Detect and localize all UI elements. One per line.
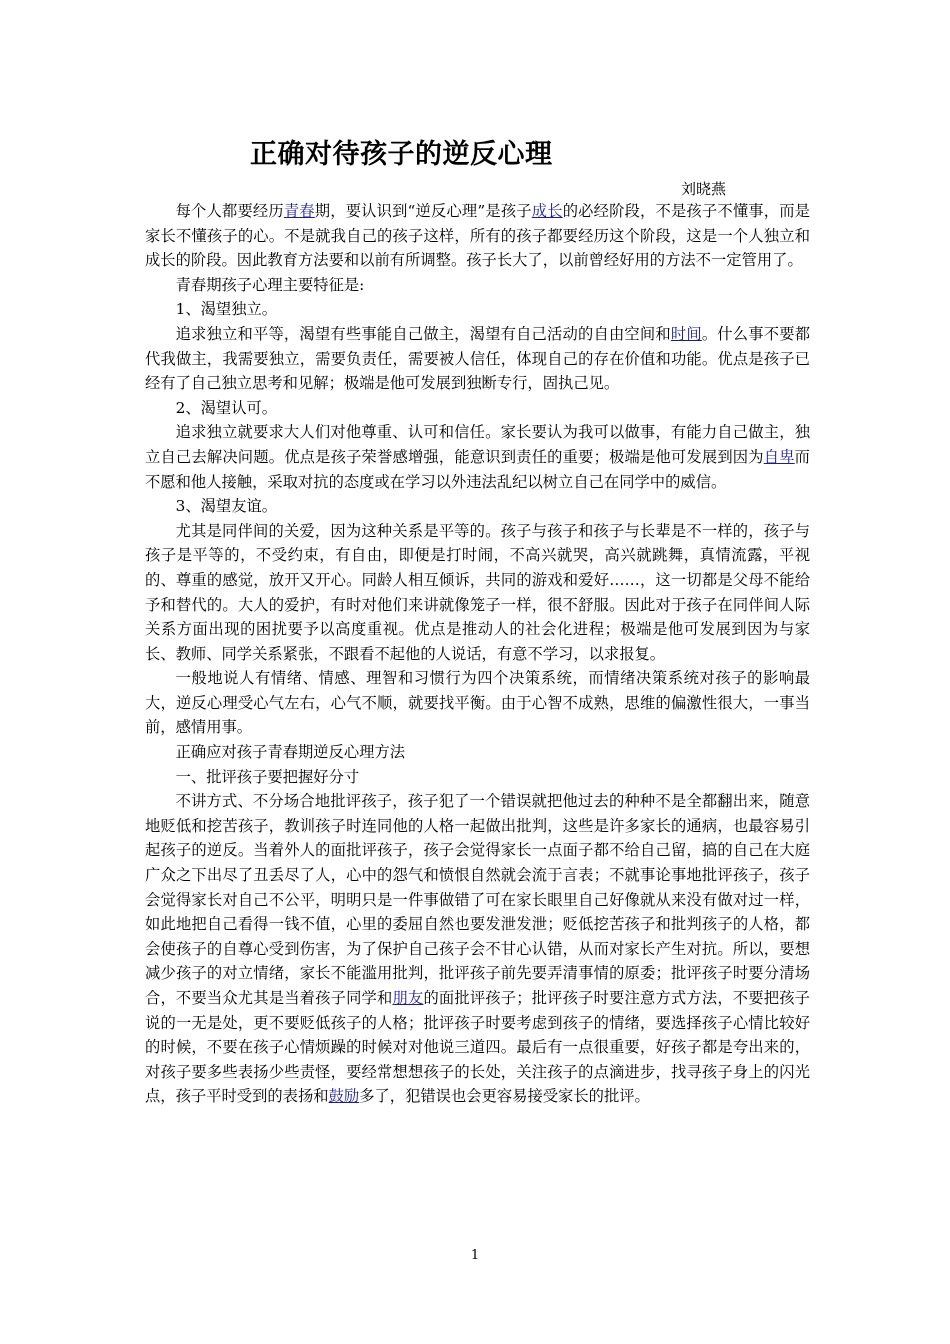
text-run: 不讲方式、不分场合地批评孩子，孩子犯了一个错误就把他过去的种种不是全都翻出来，随意地贬低和挖苦孩子，教训孩子时连同他的人格一起做出批判，这些是许多家长的通病，也最容易引起孩子的逆反。当着外人的面批评孩子，孩子会觉得家长一点面子都不给自己留，搞的自己在大庭广众之下出尽了丑丢尽了人，心中的怨气和愤恨自然就会流于言表；不就事论事地批评孩子，孩子会觉得家长对自己不公平，明明只是一件事做错了可在家长眼里自己好像就从来没有做对过一样，如此地把自己看得一钱不值，心里的委屈自然也要发泄发泄；贬低挖苦孩子和批判孩子的人格，都会使孩子的自尊心受到伤害，为了保护自己孩子会不甘心认错，从而对家长产生对抗。所以，要想减少孩子的对立情绪，家长不能滥用批判，批评孩子前先要弄清事情的原委；批评孩子时要分清场合，不要当众尤其是当着孩子同学和 bbox=[145, 792, 810, 1007]
link-qingchun[interactable]: 青春 bbox=[283, 202, 315, 220]
link-shijian[interactable]: 时间 bbox=[670, 324, 702, 343]
paragraph-emotions: 一般地说人有情绪、情感、理智和习惯行为四个决策系统，而情绪决策系统对孩子的影响最大，逆反心理受心气左右，心气不顺，就要找平衡。由于心智不成熟，思维的偏激性很大，一事当前，感情用事。 bbox=[145, 669, 810, 737]
page-number: 1 bbox=[470, 1248, 480, 1263]
heading-criticism: 一、批评孩子要把握好分寸 bbox=[175, 767, 360, 786]
heading-independence: 1、渴望独立。 bbox=[175, 300, 278, 319]
text-run: 追求独立和平等，渴望有些事能自己做主，渴望有自己活动的自由空间和 bbox=[175, 324, 671, 343]
paragraph-independence bbox=[145, 322, 810, 396]
text-run: 而不愿和他人接触，采取对抗的态度或在学习以外违法乱纪以树立自己在同学中的威信。 bbox=[145, 447, 810, 491]
paragraph-friendship: 尤其是同伴间的关爱，因为这种关系是平等的。孩子与孩子和孩子与长辈是不一样的，孩子与孩子是平等的，不受约束，有自由，即便是打时闹，不高兴就哭，高兴就跳舞，真情流露，平视的、尊重的感觉，放开又开心。同龄人相互倾诉，共同的游戏和爱好……，这一切都是父母不能给予和替代的。大人的爱护，有时对他们来讲就像笼子一样，很不舒服。因此对于孩子在同伴间人际关系方面出现的困扰要予以高度重视。优点是推动人的社会化进程；极端是他可发展到因为与家长、教师、同学关系紧张，不跟看不起他的人说话，有意不学习，以求报复。 bbox=[145, 521, 810, 663]
heading-friendship: 3、渴望友谊。 bbox=[175, 497, 278, 516]
paragraph-intro bbox=[145, 199, 810, 273]
text-run: 。什么事不要都代我做主，我需要独立，需要负责任，需要被人信任，体现自己的存在价值和功能。优点是孩子已经有了自己独立思考和见解；极端是他可发展到独断专行，固执己见。 bbox=[145, 324, 810, 393]
text-run: 的必经阶段，不是孩子不懂事，而是家长不懂孩子的心。不是就我自己的孩子这样，所有的孩子都要经历这个阶段，这是一个人独立和成长的阶段。因此教育方法要和以前有所调整。孩子长大了，以前曾经好用的方法不一定管用了。 bbox=[145, 202, 810, 270]
text-run: 期，要认识到“逆反心理”是孩子 bbox=[314, 202, 532, 220]
text-run: 多了，犯错误也会更容易接受家长的批评。 bbox=[359, 1087, 650, 1106]
heading-recognition: 2、渴望认可。 bbox=[175, 398, 278, 417]
paragraph-criticism bbox=[145, 789, 810, 1109]
page-title: 正确对待孩子的逆反心理 bbox=[250, 139, 553, 170]
link-pengyou[interactable]: 朋友 bbox=[392, 989, 424, 1007]
link-chengzhang[interactable]: 成长 bbox=[531, 202, 563, 220]
text-run: 每个人都要经历 bbox=[175, 202, 284, 220]
link-zibei[interactable]: 自卑 bbox=[763, 447, 795, 466]
heading-methods: 正确应对孩子青春期逆反心理方法 bbox=[175, 743, 406, 762]
article-body bbox=[145, 199, 810, 1109]
text-run: 的面批评孩子；批评孩子时要注意方式方法，不要把孩子说的一无是处，更不要贬低孩子的人格；批评孩子时要考虑到孩子的情绪，要选择孩子心情比较好的时候，不要在孩子心情烦躁的时候对对他说三道四。最后有一点很重要，好孩子都是夸出来的，对孩子要多些表扬少些责怪，要经常想想孩子的长处，关注孩子的点滴进步，找寻孩子身上的闪光点，孩子平时受到的表扬和 bbox=[145, 989, 810, 1106]
author-name: 刘晓燕 bbox=[681, 180, 727, 198]
text-run: 追求独立就要求大人们对他尊重、认可和信任。家长要认为我可以做事，有能力自己做主，独立自己去解决问题。优点是孩子荣誉感增强，能意识到责任的重要；极端是他可发展到因为 bbox=[145, 423, 810, 466]
link-guli[interactable]: 鼓励 bbox=[328, 1087, 360, 1106]
paragraph-recognition bbox=[145, 420, 810, 494]
paragraph-features-heading: 青春期孩子心理主要特征是: bbox=[175, 275, 365, 294]
